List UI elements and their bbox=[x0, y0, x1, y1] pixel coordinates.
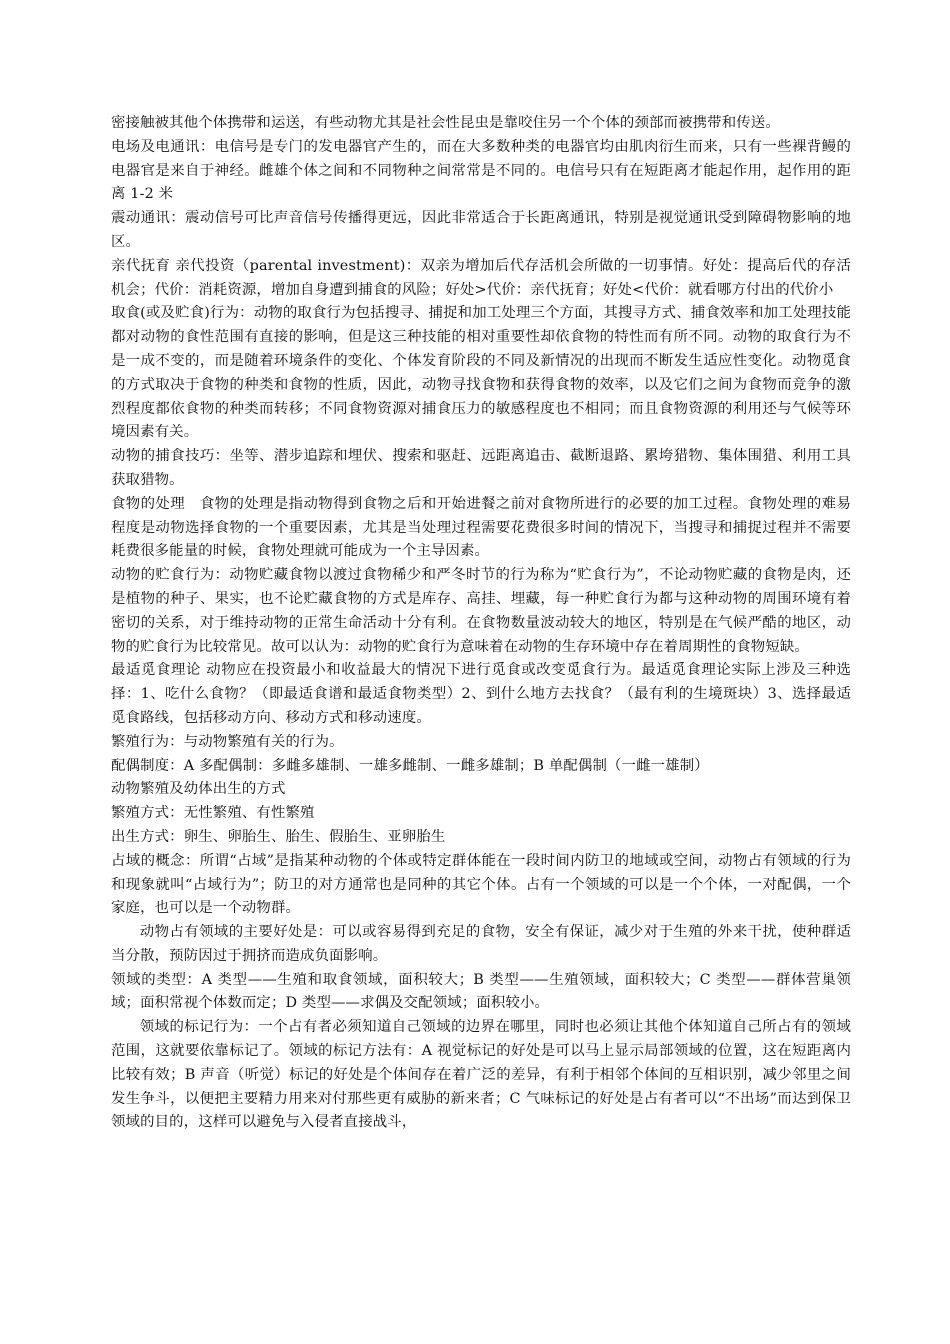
document-page bbox=[111, 112, 851, 1135]
paragraph-mating-system: 配偶制度：A 多配偶制：多雌多雄制、一雄多雌制、一雌多雄制；B 单配偶制（一雌一雄制） bbox=[111, 757, 709, 774]
paragraph-reproduction-modes: 繁殖方式：无性繁殖、有性繁殖 bbox=[111, 805, 315, 822]
paragraph-food-storing: 动物的贮食行为：动物贮藏食物以渡过食物稀少和严冬时节的行为称为“贮食行为”，不论动物贮藏的食物是肉，还是植物的种子、果实，也不论贮藏食物的方式是库存、高挂、埋藏，每一种贮食行为都与这种动物的周围环境有着密切的关系，对于维持动物的正常生命活动十分有利。在食物数量波动较大的地区，特别是在气候严酷的地区，动物的贮食行为比较常见。故可以认为：动物的贮食行为意味着在动物的生存环境中存在着周期性的食物短缺。 bbox=[111, 567, 851, 655]
paragraph-food-handling: 食物的处理 食物的处理是指动物得到食物之后和开始进餐之前对食物所进行的必要的加工过程。食物处理的难易程度是动物选择食物的一个重要因素，尤其是当处理过程需要花费很多时间的情况下，当搜寻和捕捉过程并不需要耗费很多能量的时候，食物处理就可能成为一个主导因素。 bbox=[111, 495, 851, 560]
paragraph-territory-types: 领域的类型：A 类型——生殖和取食领域，面积较大；B 类型——生殖领域，面积较大；C 类型——群体营巢领域；面积常视个体数而定；D 类型——求偶及交配领域；面积较小。 bbox=[111, 971, 851, 1012]
paragraph-predation-skills: 动物的捕食技巧：坐等、潜步追踪和埋伏、搜索和驱赶、远距离追击、截断退路、累垮猎物、集体围猎、利用工具获取猎物。 bbox=[111, 448, 851, 488]
paragraph-territory-benefits: 动物占有领域的主要好处是：可以或容易得到充足的食物，安全有保证，减少对于生殖的外来干扰，使种群适当分散，预防因过于拥挤而造成负面影响。 bbox=[111, 924, 851, 964]
paragraph-feeding-behavior: 取食(或及贮食)行为：动物的取食行为包括搜寻、捕捉和加工处理三个方面，其搜寻方式、捕食效率和加工处理技能都对动物的食性范围有直接的影响，但是这三种技能的相对重要性却依食物的特性而有所不同。动物的取食行为不是一成不变的，而是随着环境条件的变化、个体发育阶段的不同及新情况的出现而不断发生适应性变化。动物觅食的方式取决于食物的种类和食物的性质，因此，动物寻找食物和获得食物的效率，以及它们之间为食物而竞争的激烈程度都依食物的种类而转移；不同食物资源对捕食压力的敏感程度也不相同；而且食物资源的利用还与气候等环境因素有关。 bbox=[111, 305, 851, 441]
paragraph-carrying: 密接触被其他个体携带和运送，有些动物尤其是社会性昆虫是靠咬住另一个个体的颈部而被携带和传送。 bbox=[111, 115, 780, 131]
paragraph-reproductive-behavior: 繁殖行为：与动物繁殖有关的行为。 bbox=[111, 733, 344, 750]
paragraph-territory-concept: 占域的概念：所谓“占域”是指某种动物的个体或特定群体能在一段时间内防卫的地域或空间，动物占有领域的行为和现象就叫“占域行为”；防卫的对方通常也是同种的其它个体。占有一个领域的可以是一个个体，一对配偶，一个家庭，也可以是一个动物群。 bbox=[111, 852, 851, 917]
paragraph-parental-care: 亲代抚育 亲代投资（parental investment)：双亲为增加后代存活机会所做的一切事情。好处：提高后代的存活机会；代价：消耗资源，增加自身遭到捕食的风险；好处>代价：亲代抚育；好处<代价：就看哪方付出的代价小 bbox=[111, 257, 851, 298]
paragraph-electric-communication: 电场及电通讯：电信号是专门的发电器官产生的，而在大多数种类的电器官均由肌肉衍生而来，只有一些裸背鳗的电器官是来自于神经。雌雄个体之间和不同物种之间常常是不同的。电信号只有在短距离才能起作用，起作用的距离 1-2 米 bbox=[111, 138, 851, 203]
paragraph-vibration-communication: 震动通讯：震动信号可比声音信号传播得更远，因此非常适合于长距离通讯，特别是视觉通讯受到障碍物影响的地区。 bbox=[111, 210, 851, 250]
paragraph-optimal-foraging: 最适觅食理论 动物应在投资最小和收益最大的情况下进行觅食或改变觅食行为。最适觅食理论实际上涉及三种选择：1、吃什么食物？（即最适食谱和最适食物类型）2、到什么地方去找食？（最有利的生境斑块）3、选择最适觅食路线，包括移动方向、移动方式和移动速度。 bbox=[111, 662, 851, 726]
paragraph-birth-modes: 出生方式：卵生、卵胎生、胎生、假胎生、亚卵胎生 bbox=[111, 828, 446, 845]
paragraph-territory-marking: 领域的标记行为：一个占有者必须知道自己领域的边界在哪里，同时也必须让其他个体知道自己所占有的领域范围，这就要依靠标记了。领域的标记方法有：A 视觉标记的好处是可以马上显示局部领域的位置，这在短距离内比较有效；B 声音（听觉）标记的好处是个体间存在着广泛的差异，有利于相邻个体间的互相识别，减少邻里之间发生争斗，以便把主要精力用来对付那些更有威胁的新来者；C 气味标记的好处是占有者可以“不出场”而达到保卫领域的目的，这样可以避免与入侵者直接战斗， bbox=[111, 1019, 851, 1131]
paragraph-reproduction-heading: 动物繁殖及幼体出生的方式 bbox=[111, 781, 286, 798]
